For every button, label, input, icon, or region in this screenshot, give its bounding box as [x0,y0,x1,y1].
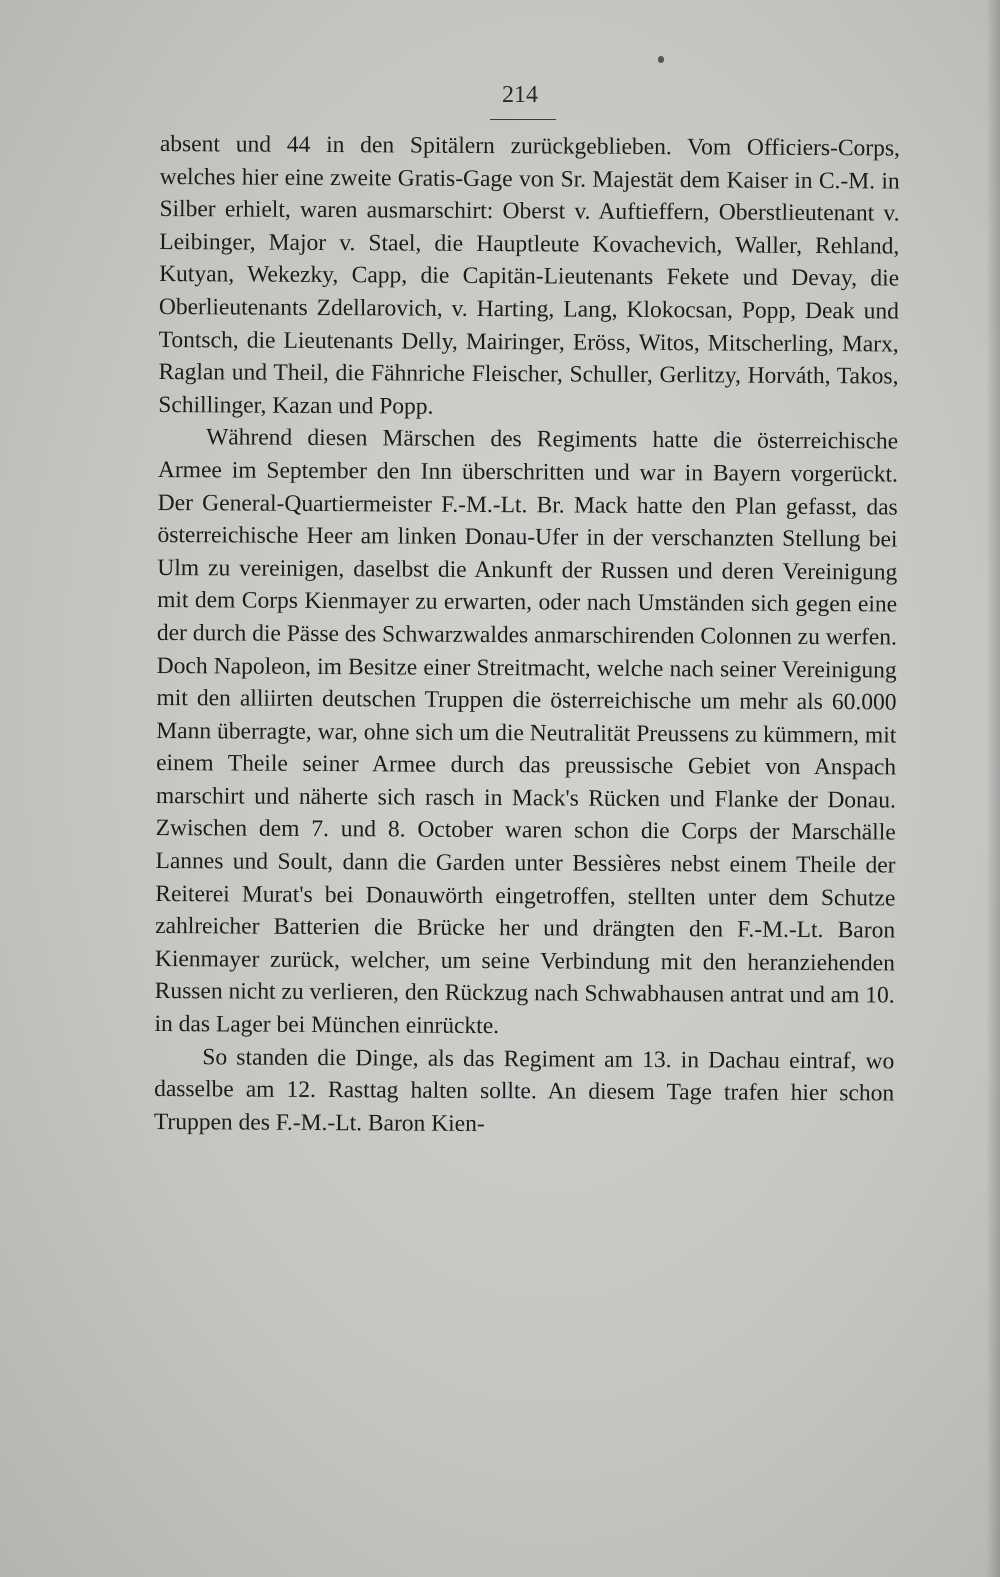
page-number: 214 [502,82,538,108]
header-rule [490,119,556,120]
ink-spot [658,56,664,63]
paragraph: Während diesen Märschen des Regiments hatte die österreichische Armee im September den Inn überschritten und war in Bayern vorgerückt. Der General-Quartiermeister F.-M.-Lt. Br. Mack hatte den Plan gefasst, das österreichische Heer am linken Donau-Ufer in der verschanzten Stellung bei Ulm zu vereinigen, daselbst die Ankunft der Russen und deren Vereinigung mit dem Corps Kienmayer zu erwarten, oder nach Umständen sich gegen eine der durch die Pässe des Schwarzwaldes anmarschirenden Colonnen zu werfen. Doch Napoleon, im Besitze einer Streitmacht, welche nach seiner Vereinigung mit den alliirten deutschen Truppen die österreichische um mehr als 60.000 Mann überragte, war, ohne sich um die Neutralität Preussens zu kümmern, mit einem Theile seiner Armee durch das preussische Gebiet von Anspach marschirt und näherte sich rasch in Mack's Rücken und Flanke der Donau. Zwischen dem 7. und 8. October waren schon die Corps der Marschälle Lannes und Soult, dann die Garden unter Bessières nebst einem Theile der Reiterei Murat's bei Donauwörth eingetroffen, stellten unter dem Schutze zahlreicher Batterien die Brücke her und drängten den F.-M.-Lt. Baron Kienmayer zurück, welcher, um seine Verbindung mit den heranziehenden Russen nicht zu verlieren, den Rückzug nach Schwabhausen antrat und am 10. in das Lager bei München einrückte. [154,424,899,1040]
body-text [154,128,900,1143]
paragraph: So standen die Dinge, als das Regiment am 13. in Dachau eintraf, wo dasselbe am 12. Rasttag halten sollte. An diesem Tage trafen hier schon Truppen des F.-M.-Lt. Baron Kien- [153,1043,895,1137]
page-edge-shadow [986,0,1000,1577]
paragraph: absent und 44 in den Spitälern zurückgeblieben. Vom Officiers-Corps, welches hier eine zweite Gratis-Gage von Sr. Majestät dem Kaiser in C.-M. in Silber erhielt, waren ausmarschirt: Oberst v. Auftieffern, Oberstlieutenant v. Leibinger, Major v. Stael, die Hauptleute Kovachevich, Waller, Rehland, Kutyan, Wekezky, Capp, die Capitän-Lieutenants Fekete und Devay, die Oberlieutenants Zdellarovich, v. Harting, Lang, Klokocsan, Popp, Deak und Tontsch, die Lieutenants Delly, Mairinger, Eröss, Witos, Mitscherling, Marx, Raglan und Theil, die Fähnriche Fleischer, Schuller, Gerlitzy, Horváth, Takos, Schillinger, Kazan und Popp. [158,130,900,420]
